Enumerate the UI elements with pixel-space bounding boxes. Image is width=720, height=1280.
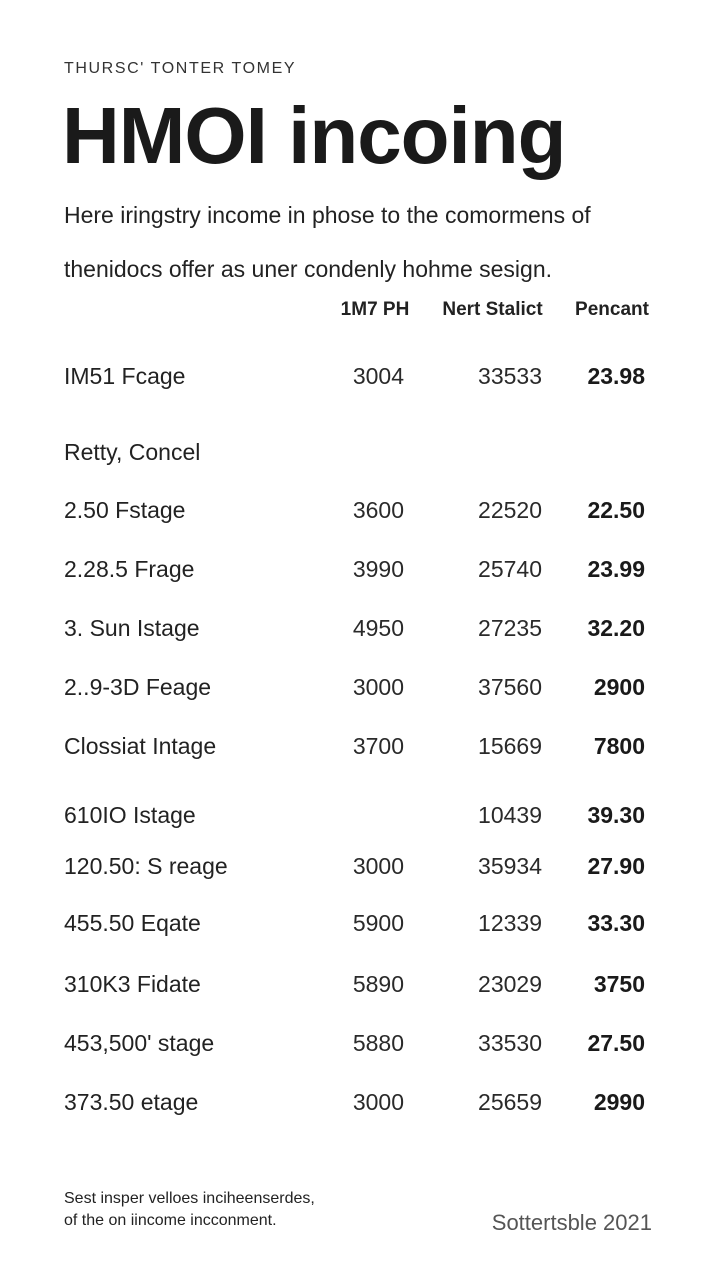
row-label: 3. Sun Istage bbox=[64, 615, 200, 641]
table-row bbox=[0, 1025, 720, 1061]
row-value-3: 27.50 bbox=[587, 1030, 645, 1056]
row-value-2: 10439 bbox=[478, 802, 542, 828]
table-row bbox=[0, 728, 720, 764]
row-value-3: 22.50 bbox=[587, 497, 645, 523]
row-value-3: 23.99 bbox=[587, 556, 645, 582]
row-value-1: 3004 bbox=[352, 363, 404, 389]
row-value-2: 25659 bbox=[478, 1089, 542, 1115]
table-row bbox=[0, 797, 720, 833]
row-value-1: 3700 bbox=[352, 733, 404, 759]
row-value-1: 3000 bbox=[352, 1089, 404, 1115]
row-label: 2.50 Fstage bbox=[64, 497, 186, 523]
row-value-1: 5890 bbox=[352, 971, 404, 997]
footnote-line-1: Sest insper velloes inciheenserdes, bbox=[64, 1190, 315, 1207]
footnote bbox=[64, 1188, 315, 1232]
row-value-3: 2990 bbox=[593, 1089, 645, 1115]
row-label: 310K3 Fidate bbox=[64, 971, 201, 997]
document-kicker: THURSC' TONTER TOMEY bbox=[64, 60, 297, 77]
table-section-row bbox=[0, 434, 720, 470]
signature: Sottertsble 2021 bbox=[491, 1210, 652, 1235]
table-row bbox=[0, 492, 720, 528]
table-row bbox=[0, 551, 720, 587]
row-value-3: 3750 bbox=[593, 971, 645, 997]
row-value-2: 12339 bbox=[478, 910, 542, 936]
row-value-3: 39.30 bbox=[587, 802, 645, 828]
row-label: 2..9-3D Feage bbox=[64, 674, 212, 700]
row-value-3: 32.20 bbox=[587, 615, 645, 641]
column-header-1: 1M7 PH bbox=[340, 299, 410, 320]
table-row bbox=[0, 358, 720, 394]
intro-line-1: Here iringstry income in phose to the comormens of bbox=[64, 202, 591, 228]
row-label: Clossiat Intage bbox=[64, 733, 217, 759]
row-label: 610IO Istage bbox=[64, 802, 196, 828]
table-row bbox=[0, 669, 720, 705]
row-value-3: 23.98 bbox=[587, 363, 645, 389]
row-value-1: 3000 bbox=[352, 853, 404, 879]
table-row bbox=[0, 848, 720, 884]
table-row bbox=[0, 966, 720, 1002]
column-header-3: Pencant bbox=[575, 299, 649, 320]
row-label: 2.28.5 Frage bbox=[64, 556, 195, 582]
table-row bbox=[0, 905, 720, 941]
row-value-2: 15669 bbox=[478, 733, 542, 759]
column-header-2: Nert Stalict bbox=[442, 299, 543, 320]
row-value-2: 25740 bbox=[478, 556, 542, 582]
row-label: 455.50 Eqate bbox=[64, 910, 201, 936]
row-value-1: 3990 bbox=[352, 556, 404, 582]
row-value-1: 4950 bbox=[352, 615, 404, 641]
row-value-1: 3000 bbox=[352, 674, 404, 700]
footnote-line-2: of the on iincome incconment. bbox=[64, 1212, 277, 1229]
row-value-2: 22520 bbox=[478, 497, 542, 523]
row-value-2: 23029 bbox=[478, 971, 542, 997]
table-row bbox=[0, 610, 720, 646]
row-label: 373.50 etage bbox=[64, 1089, 199, 1115]
row-value-1: 3600 bbox=[352, 497, 404, 523]
intro-line-2: thenidocs offer as uner condenly hohme sesign. bbox=[64, 256, 552, 282]
row-label: 453,500' stage bbox=[64, 1030, 215, 1056]
row-value-3: 27.90 bbox=[587, 853, 645, 879]
row-value-1: 5880 bbox=[352, 1030, 404, 1056]
row-value-3: 2900 bbox=[593, 674, 645, 700]
row-value-2: 35934 bbox=[478, 853, 542, 879]
row-value-3: 33.30 bbox=[587, 910, 645, 936]
row-value-2: 33530 bbox=[478, 1030, 542, 1056]
document-title: HMOI incoing bbox=[62, 91, 566, 180]
table-row bbox=[0, 1084, 720, 1120]
row-value-2: 37560 bbox=[478, 674, 542, 700]
row-value-2: 33533 bbox=[478, 363, 542, 389]
row-value-1: 5900 bbox=[352, 910, 404, 936]
row-value-3: 7800 bbox=[593, 733, 645, 759]
row-label: Retty, Concel bbox=[64, 439, 201, 465]
row-label: 120.50: S reage bbox=[64, 853, 228, 879]
row-value-2: 27235 bbox=[478, 615, 542, 641]
row-label: IM51 Fcage bbox=[64, 363, 186, 389]
